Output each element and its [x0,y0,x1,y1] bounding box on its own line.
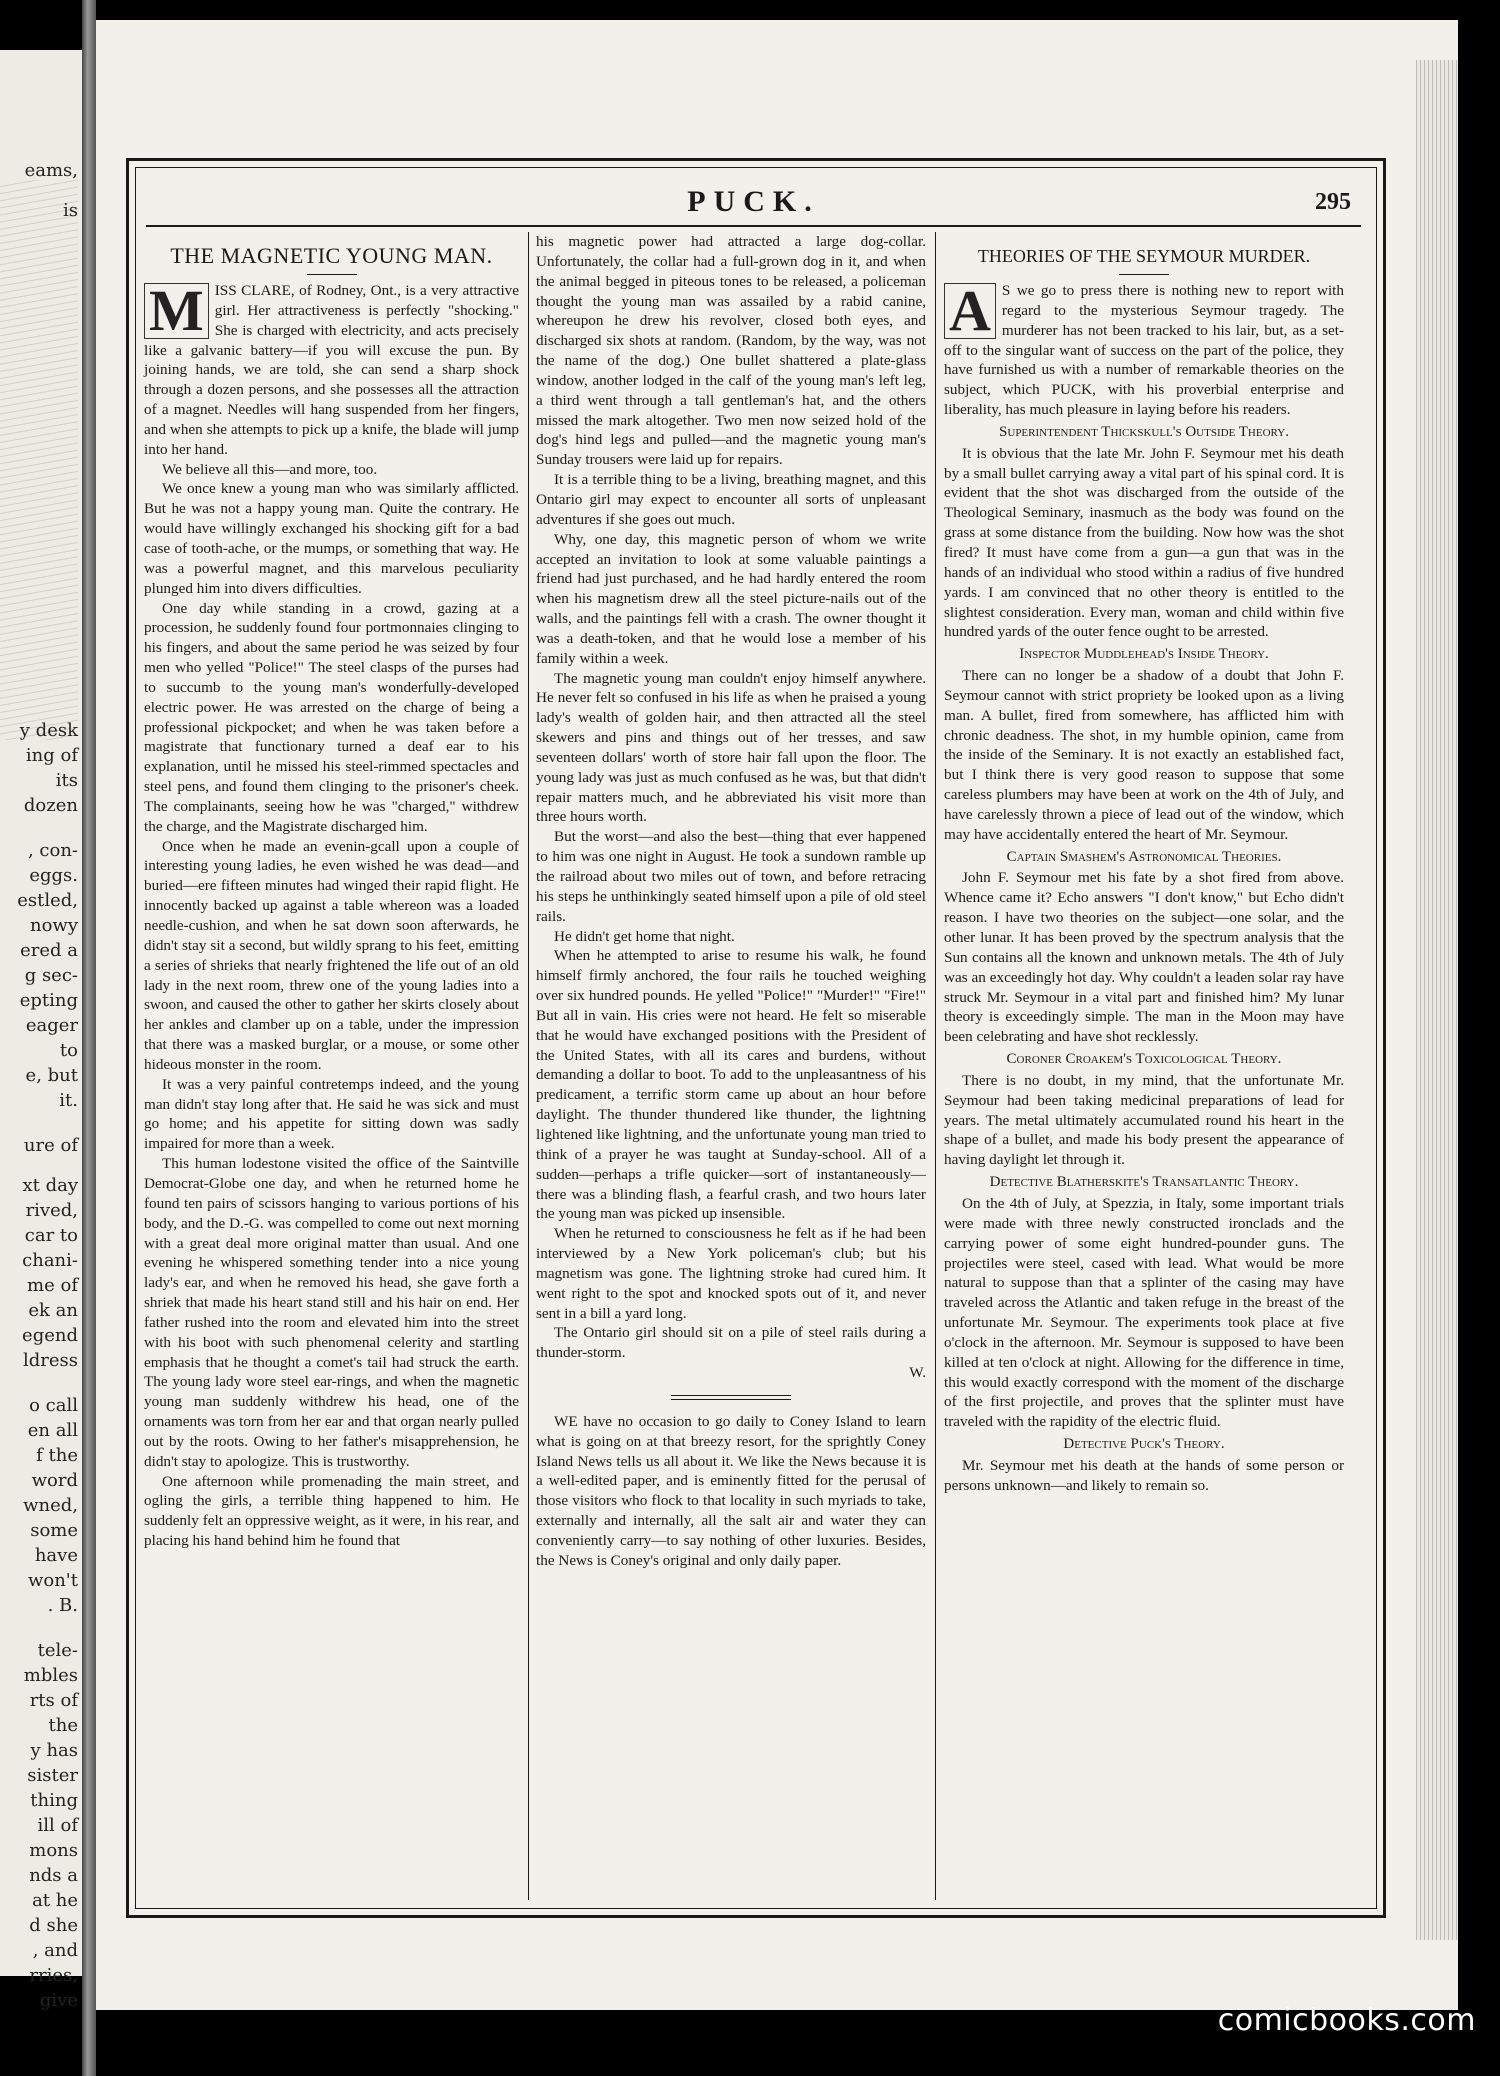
facing-page-text-fragment: xt day [22,1175,78,1196]
facing-page-text-fragment: f the [36,1445,78,1466]
site-watermark: comicbooks.com [1217,2003,1476,2038]
facing-page-text-fragment: nowy [29,915,78,936]
theory-heading: Detective Puck's Theory. [1063,1436,1225,1453]
facing-page-text-fragment: me of [27,1275,78,1296]
facing-page-text-fragment: nds a [29,1865,78,1886]
facing-page-text-fragment: e, but [25,1065,78,1086]
facing-page-text-fragment: some [30,1520,78,1541]
article-paragraph: We once knew a young man who was similarly afflicted. But he was not a happy young man. Quite the contrary. He would have willingly exchanged his shocking gift for a bad case of tooth-ache, or the mumps, or something that way. He was a powerful magnet, and this marvelous peculiarity plunged him into divers difficulties. [144,480,519,597]
article-intro: S we go to press there is nothing new to report with regard to the mysterious Seymour tragedy. The murderer has not been tracked to his lair, but, as a set-off to the singular want of success on the part of the police, they have furnished us with a number of remarkable theories on the subject, which PUCK, with his proverbial enterprise and liberality, has much pleasure in laying before his readers. [944,282,1344,419]
facing-page-text-fragment: mbles [23,1665,78,1686]
column-1 [144,232,519,1912]
facing-page-fragment [0,50,82,2011]
facing-page-text-fragment: eams, [24,160,78,181]
facing-page-text-fragment: it. [59,1090,78,1111]
facing-page-text-fragment: eggs. [29,865,78,886]
article-paragraph: One day while standing in a crowd, gazing at a procession, he suddenly found four portmonnaies clinging to his fingers, and about the same period he was seized by four men who yelled "Police!" The steel clasps of the purses had to succumb to the young man's wonderfully-developed electric power. He was arrested on the charge of being a professional pickpocket; and when he was taken before a magistrate that functionary turned a deaf ear to his explanation, until he missed his steel-rimmed spectacles and steel pens, and found them clinging to the prisoner's cheek. The complainants, seeing how he was "charged," withdrew the charge, and the Magistrate discharged him. [144,599,519,835]
facing-page-text-fragment: rts of [29,1690,78,1711]
facing-page-text-fragment: at he [32,1890,78,1911]
article-paragraph: When he returned to consciousness he felt as if he had been interviewed by a New York policeman's club; but his magnetism was gone. The lightning stroke had cured him. It went right to the spot and knocked spots out of it, and never sent in a bill a yard long. [536,1225,926,1322]
facing-page-text-fragment: egend [22,1325,78,1346]
facing-page-text-fragment: word [31,1470,78,1491]
facing-page-text-fragment: the [48,1715,78,1736]
facing-page-text-fragment: thing [30,1790,78,1811]
column-2 [536,232,926,1912]
theory-heading: Captain Smashem's Astronomical Theories. [1006,848,1282,865]
facing-page-text-fragment: rived, [25,1200,78,1221]
facing-page-text-fragment: ek an [28,1300,78,1321]
article-paragraph: Why, one day, this magnetic person of whom we write accepted an invitation to look at some valuable paintings a friend had just purchased, and he had hardly entered the room when his magnetism drew all the steel picture-nails out of the walls, and the paintings fell with a crash. The owner thought it was a death-token, and that he would lose a member of his family within a week. [536,530,926,667]
article-paragraph: This human lodestone visited the office of the Saintville Democrat-Globe one day, and when he returned home he found ten pairs of scissors hanging to various portions of his body, and the D.-G. was compelled to come out next morning with a great deal more original matter than usual. And one evening he whispered something tender into a nice young lady's ear, and when he removed his head, she gave forth a shriek that made his heart stand still and his hair on end. Her father rushed into the room and elevated him into the street with his boot with such phenomenal celerity and startling emphasis that he thought a comet's tail had struck the earth. The young lady wore steel ear-rings, and when the magnetic young man suddenly withdrew his head, one of the ornaments was torn from her ear and that organ nearly pulled out by the roots. Owing to her father's misapprehension, he didn't stay to apologize. This is trustworthy. [144,1155,519,1470]
article-title: THE MAGNETIC YOUNG MAN. [170,243,493,268]
masthead: PUCK. [687,185,820,218]
theory-heading: Detective Blatherskite's Transatlantic Theory. [989,1174,1299,1191]
facing-page-illustration [0,180,78,740]
facing-page-text-fragment: won't [27,1570,78,1591]
page-edge [1416,60,1458,1940]
theory-heading: Coroner Croakem's Toxicological Theory. [1006,1051,1282,1068]
facing-page-text-fragment: , and [32,1940,78,1961]
column-rule [935,232,936,1900]
facing-page-text-fragment: have [34,1545,78,1566]
facing-page-text-fragment: eager [25,1015,78,1036]
article-paragraph: ISS CLARE, of Rodney, Ont., is a very attractive girl. Her attractiveness is perfectly "shocking." She is charged with electricity, and acts precisely like a galvanic battery—if you will excuse the pun. By joining hands, we are told, she can send a sharp shock through a dozen persons, and she possesses all the attraction of a magnet. Needles will hang suspended from her fingers, and when she attempts to pick up a knife, the blade will jump into her hand. [144,282,519,458]
column-rule [528,232,529,1900]
facing-page-text-fragment: car to [24,1225,78,1246]
theory-heading: Superintendent Thickskull's Outside Theory. [999,423,1289,440]
facing-page-text-fragment: estled, [17,890,78,911]
facing-page-text-fragment: wned, [23,1495,78,1516]
theory-text: It is obvious that the late Mr. John F. Seymour met his death by a small bullet carrying away a vital part of his spinal cord. It is evident that the shot was discharged from the outside of the Theological Seminary, inasmuch as the body was found on the grass at some distance from the building. Now how was the shot fired? It must have come from a gun—a gun that was in the hands of an individual who stood within a radius of five hundred yards. I am convinced that no other theory is entitled to the slightest consideration. Every man, woman and child within five hundred yards of the outer fence ought to be arrested. [944,444,1344,641]
facing-page-text-fragment: en all [27,1420,78,1441]
article-paragraph: When he attempted to arise to resume his walk, he found himself firmly anchored, the four rails he touched weighing over six hundred pounds. He yelled "Police!" "Murder!" "Fire!" But all in vain. His cries were not heard. He felt so miserable that he would have exchanged positions with the President of the United States, with all its cares and burdens, without demanding a dollar to boot. To add to the unpleasantness of his predicament, a terrific storm came up about an hour before daylight. The thunder thundered like thunder, the lightning lightened like lightning, and the unfortunate young man tried to think of a prayer he was taught at Sunday-school. All of a sudden—perhaps a trifle quicker—sort of instantaneously—there was a blinding flash, a fearful crash, and two hours later the young man was picked up insensible. [536,947,926,1223]
title-rule [1119,274,1169,275]
facing-page-text-fragment: tele- [37,1640,78,1661]
facing-page-text-fragment: chani- [22,1250,78,1271]
facing-page-text-fragment: give [39,1990,78,2011]
drop-cap: A [944,283,996,339]
facing-page-text-fragment: is [63,200,78,221]
article-paragraph: Once when he made an evenin-gcall upon a couple of interesting young ladies, he even wished he was dead—and buried—ere fifteen minutes had winged their rapid flight. He innocently backed up against a table whereon was a loaded needle-cushion, and when he sat down soon afterwards, he didn't stay sit a second, but wildly sprang to his feet, emitting a series of shrieks that nearly frightened the life out of an old lady in the next room, threw one of the young ladies into a swoon, and caused the other to gather her skirts closely about her ankles and clamber up on a table, under the impression that there was a masked burglar, or a mouse, or some other hideous monster in the room. [144,837,519,1073]
theory-text: On the 4th of July, at Spezzia, in Italy, some important trials were made with three newly constructed ironclads and the carrying power of some eight hundred-pounder guns. The projectiles were steel, cased with lead. What would be more natural to suppose than that a splinter of the casing may have traveled across the Atlantic and taken refuge in the breast of the unfortunate Mr. Seymour. The experiments took place at five o'clock in the afternoon. Mr. Seymour is supposed to have been killed at ten o'clock at night. Allowing for the difference in time, this would exactly correspond with the moment of the discharge of the first projectile, and proves that the splinter must have traveled with the rapidity of the electric fluid. [944,1194,1344,1431]
theory-heading: Inspector Muddlehead's Inside Theory. [1019,646,1269,663]
facing-page-text-fragment: , con- [27,840,78,861]
facing-page-text-fragment: y desk [19,720,78,741]
magazine-page [96,20,1458,2010]
page-number: 295 [1315,189,1351,215]
facing-page-text-fragment: . B. [47,1595,78,1616]
facing-page-text-fragment: ill of [37,1815,78,1836]
drop-cap: M [144,283,209,339]
theory-text: There can no longer be a shadow of a doubt that John F. Seymour cannot with strict propriety be looked upon as a living man. A bullet, fired from somewhere, has afflicted him with chronic deadness. The shot, in my humble opinion, came from the inside of the Seminary. It is not exactly an established fact, but I think there is very good reason to suppose that some careless plumbers may have been at work on the 4th of July, and have carelessly thrown a piece of lead out of the window, which may have accidentally entered the heart of Mr. Seymour. [944,667,1344,843]
book-spine [82,0,96,2076]
column-3 [944,232,1344,1912]
article-paragraph: One afternoon while promenading the main street, and ogling the girls, a terrible thing happened to him. He suddenly felt an oppressive weight, as it were, in his rear, and placing his hand behind him he found that [144,1472,519,1550]
facing-page-text-fragment: mons [29,1840,78,1861]
facing-page-text-fragment: g sec- [24,965,78,986]
theory-text: Mr. Seymour met his death at the hands of some person or persons unknown—and likely to remain so. [944,1456,1344,1494]
facing-page-text-fragment: ure of [23,1135,78,1156]
facing-page-text-fragment: dozen [23,795,78,816]
facing-page-text-fragment: rries, [29,1965,78,1986]
facing-page-text-fragment: sister [27,1765,78,1786]
facing-page-text-fragment: to [59,1040,78,1061]
article-paragraph: It is a terrible thing to be a living, breathing magnet, and this Ontario girl may expect to encounter all sorts of unpleasant adventures if she goes out much. [536,471,926,528]
page-header [146,185,1361,227]
facing-page-text-fragment: epting [19,990,78,1011]
facing-page-text-fragment: ldress [22,1350,78,1371]
theory-text: There is no doubt, in my mind, that the unfortunate Mr. Seymour had been taking medicinal preparations of lead for years. The metal ultimately accumulated round his heart in the shape of a bullet, and made his body present the appearance of having daylight let through it. [944,1071,1344,1169]
theory-text: John F. Seymour met his fate by a shot fired from above. Whence came it? Echo answers "I don't know," but Echo didn't reason. I have two theories on the subject—one solar, and the other lunar. It has been proved by the spectrum analysis that the Sun contains all the known and unknown metals. The 4th of July was an exceedingly hot day. Why couldn't a leaden solar ray have struck Mr. Seymour in a vital part and finished him? My lunar theory is exceedingly simple. The man in the Moon may have been celebrating and have shot recklessly. [944,869,1344,1046]
facing-page-text-fragment: y has [30,1740,78,1761]
article-paragraph: But the worst—and also the best—thing that ever happened to him was one night in August. He took a sundown ramble up the railroad about two miles out of town, and before retracing his steps he unthinkingly seated himself upon a pile of old steel rails. [536,828,926,925]
facing-page-text-fragment: ing of [25,745,78,766]
news-paragraph: WE have no occasion to go daily to Coney Island to learn what is going on at that breezy resort, for the sprightly Coney Island News tells us all about it. We like the News because it is a well-edited paper, and is eminently fitted for the perusal of those visitors who flock to that locality in such myriads to take, externally and internally, all the salt air and water they can conveniently carry—to say nothing of other luxuries. Besides, the News is Coney's original and only daily paper. [536,1412,926,1569]
article-paragraph: his magnetic power had attracted a large dog-collar. Unfortunately, the collar had a full-grown dog in it, and when the animal begged in piteous tones to be released, a policeman thought the young man was assailed by a rabid canine, whereupon he drew his revolver, closed both eyes, and discharged six shots at random. (Random, by the way, was not the name of the dog.) One bullet shattered a plate-glass window, another lodged in the calf of the young man's left leg, a third went through a tall gentleman's hat, and the others missed the mark altogether. Two men now seized hold of the dog's hind legs and pulled—and the magnetic young man's Sunday trousers were laid up for repairs. [536,233,926,469]
title-rule [307,274,357,275]
facing-page-text-fragment: its [55,770,78,791]
article-paragraph: We believe all this—and more, too. [162,460,378,478]
article-paragraph: It was a very painful contretemps indeed, and the young man didn't stay long after that. He said he was sick and must go home; and his appetite for sitting down was sadly impaired for more than a week. [144,1075,519,1153]
facing-page-text-fragment: ered a [20,940,78,961]
facing-page-text-fragment: d she [29,1915,78,1936]
section-divider [671,1395,791,1400]
article-paragraph: He didn't get home that night. [554,927,735,945]
signature: W. [909,1364,926,1382]
article-paragraph: The magnetic young man couldn't enjoy himself anywhere. He never felt so confused in his life as when he praised a young lady's wealth of golden hair, and then attracted all the steel skewers and pins and things out of her tresses, and saw seventeen dollars' worth of store hair fall upon the floor. The young lady was just as much confused as he was, but that didn't repair matters much, and he abbreviated his visit more than three hours worth. [536,669,926,826]
article-paragraph: The Ontario girl should sit on a pile of steel rails during a thunder-storm. [536,1324,926,1362]
article-title: THEORIES OF THE SEYMOUR MURDER. [977,246,1311,266]
facing-page-text-fragment: o call [29,1395,78,1416]
